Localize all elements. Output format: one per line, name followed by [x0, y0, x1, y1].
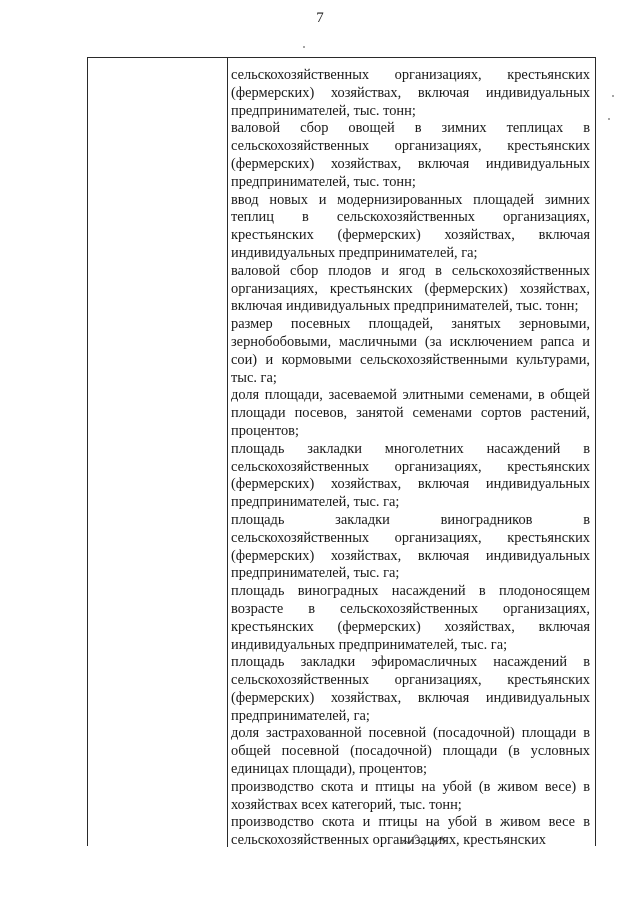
indicator-entry: доля площади, засеваемой элитными семенами, в общей площади посевов, занятой семенами сортов растений, процентов;	[231, 387, 590, 439]
scan-speck	[612, 95, 614, 97]
scan-speck	[608, 118, 610, 120]
indicator-entry: производство скота и птицы на убой (в живом весе) в хозяйствах всех категорий, тыс. тонн;	[231, 778, 590, 813]
page-number: 7	[316, 10, 324, 26]
indicator-entry: площадь закладки виноградников в сельскохозяйственных организациях, крестьянских (фермерских) хозяйствах, включая индивидуальных предпринимателей, тыс. га;	[231, 511, 590, 582]
handwritten-mark	[398, 828, 458, 850]
indicator-entry: доля застрахованной посевной (посадочной) площади в общей посевной (посадочной) площади (в условных единицах площади), процентов;	[231, 725, 590, 778]
indicator-entry: сельскохозяйственных организациях, крестьянских (фермерских) хозяйствах, включая индивидуальных предпринимателей, тыс. тонн;	[231, 67, 590, 119]
indicator-entry: площадь закладки многолетних насаждений в сельскохозяйственных организациях, крестьянских (фермерских) хозяйствах, включая индивидуальных предпринимателей, тыс. га;	[231, 440, 590, 511]
indicator-entry: площадь виноградных насаждений в плодоносящем возрасте в сельскохозяйственных организациях, крестьянских (фермерских) хозяйствах, включая индивидуальных предпринимателей, тыс. га;	[231, 583, 590, 653]
scan-speck	[303, 46, 305, 48]
document-table	[87, 57, 596, 849]
column-divider	[227, 58, 228, 847]
indicator-entry: площадь закладки эфиромасличных насаждений в сельскохозяйственных организациях, крестьянских (фермерских) хозяйствах, включая индивидуальных предпринимателей, га;	[231, 654, 590, 724]
indicator-entry: ввод новых и модернизированных площадей зимних теплиц в сельскохозяйственных организациях, крестьянских (фермерских) хозяйствах, включая индивидуальных предпринимателей, га;	[231, 191, 590, 261]
indicator-entry: валовой сбор плодов и ягод в сельскохозяйственных организациях, крестьянских (фермерских) хозяйствах, включая индивидуальных предпринимателей, тыс. тонн;	[231, 262, 590, 315]
table-right-cell	[231, 67, 590, 850]
indicator-entry: размер посевных площадей, занятых зерновыми, зернобобовыми, масличными (за исключением рапса и сои) и кормовыми сельскохозяйственными культурами, тыс. га;	[231, 316, 590, 386]
indicator-entry: производство скота и птицы на убой в живом весе в сельскохозяйственных организациях, крестьянских	[231, 814, 590, 849]
indicator-entry: валовой сбор овощей в зимних теплицах в сельскохозяйственных организациях, крестьянских (фермерских) хозяйствах, включая индивидуальных предпринимателей, тыс. тонн;	[231, 120, 590, 190]
